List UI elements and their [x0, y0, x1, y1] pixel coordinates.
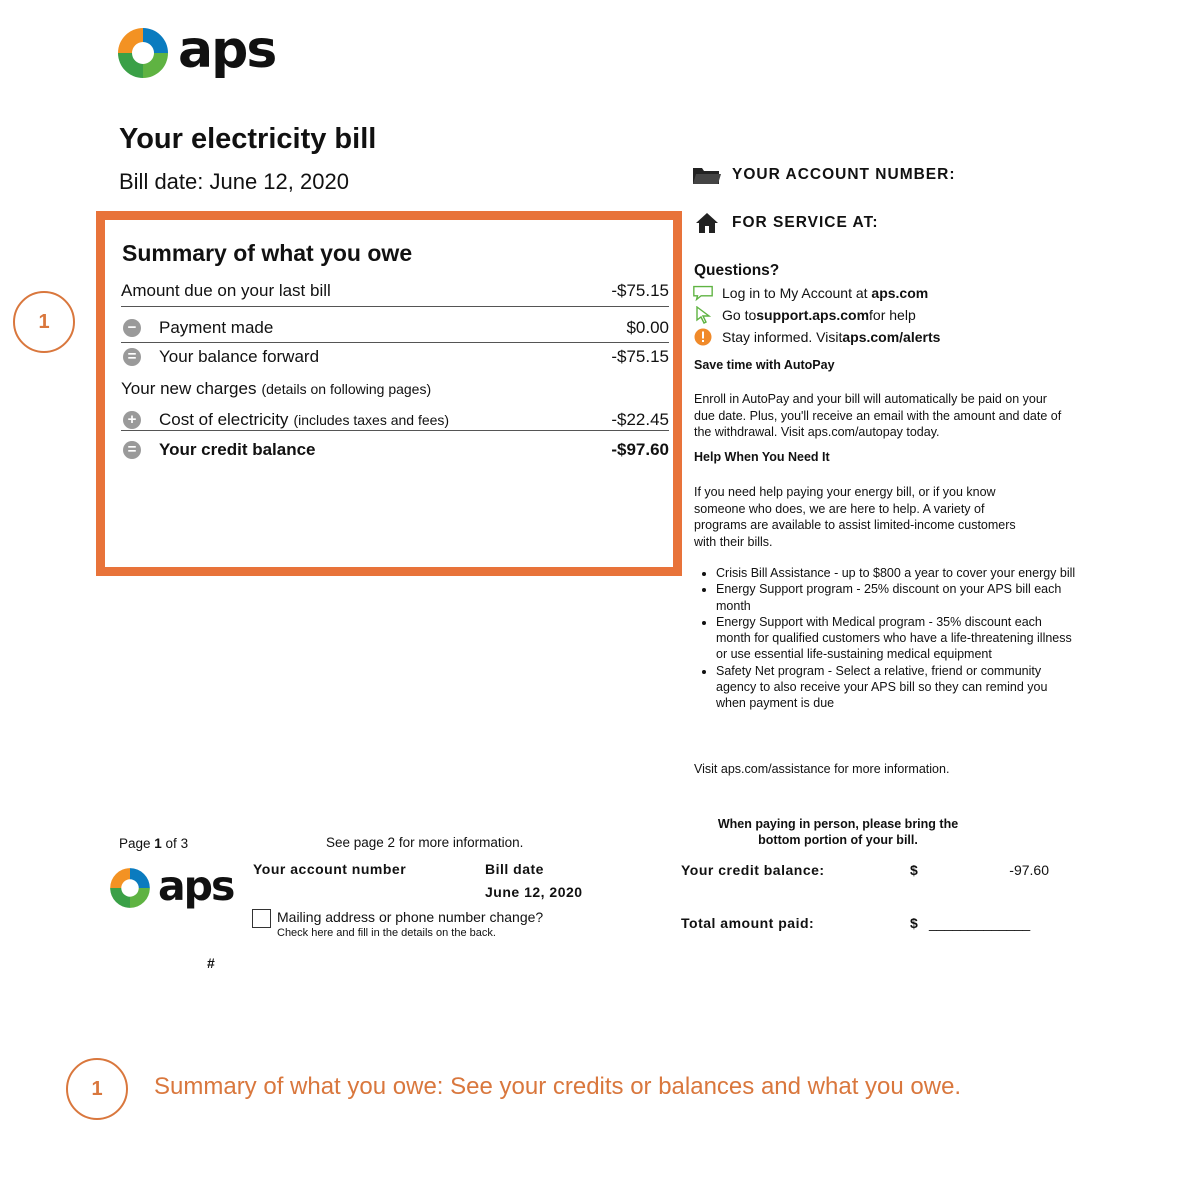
summary-row-last-bill	[121, 281, 669, 301]
aps-logo-text: aps	[178, 20, 276, 80]
electricity-amount: -$22.45	[611, 410, 669, 429]
account-number-label: YOUR ACCOUNT NUMBER:	[732, 166, 956, 183]
cursor-icon	[695, 306, 711, 324]
stub-bill-date-value: June 12, 2020	[485, 884, 583, 900]
hash-mark: #	[207, 955, 215, 971]
legend-callout-text: Summary of what you owe: See your credits or balances and what you owe.	[154, 1073, 962, 1100]
divider	[121, 306, 669, 307]
service-label: FOR SERVICE AT:	[732, 214, 879, 231]
plus-icon: +	[123, 411, 141, 429]
support-suffix: for help	[869, 307, 916, 323]
minus-icon: −	[123, 319, 141, 337]
credit-amount: -$97.60	[611, 440, 669, 459]
mailing-change-label: Mailing address or phone number change?	[277, 909, 544, 925]
aps-logo	[114, 20, 276, 82]
stub-aps-logo	[107, 862, 234, 911]
electricity-note: (includes taxes and fees)	[293, 412, 450, 428]
stub-credit-value: -97.60	[1009, 862, 1049, 878]
summary-row-payment	[121, 318, 669, 338]
stub-aps-logo-text: aps	[158, 862, 234, 910]
questions-support	[692, 306, 916, 324]
payment-label: Payment made	[159, 318, 274, 337]
mailing-change-note: Check here and fill in the details on the back.	[277, 927, 496, 939]
stub-bill-date-label: Bill date	[485, 861, 544, 877]
home-icon	[695, 212, 719, 234]
stub-credit-currency: $	[910, 862, 918, 878]
service-heading	[692, 212, 878, 234]
questions-alerts	[692, 328, 940, 346]
new-charges-label: Your new charges	[121, 379, 257, 398]
list-item: • Safety Net program - Select a relative, friend or community agency to also receive your APS bill so they can remind you when payment is due	[716, 663, 1076, 712]
balance-forward-amount: -$75.15	[611, 347, 669, 366]
last-bill-label: Amount due on your last bill	[121, 281, 331, 300]
stub-account-label: Your account number	[253, 861, 407, 877]
account-number-heading	[692, 165, 956, 185]
chat-bubble-icon	[692, 284, 714, 302]
autopay-heading: Save time with AutoPay	[694, 358, 835, 372]
legend-callout-number: 1	[91, 1077, 103, 1100]
stub-total-blank-field[interactable]: _____________	[929, 915, 1031, 931]
aps-logo-mark-icon	[114, 24, 172, 82]
folder-icon	[692, 165, 722, 185]
page-title: Your electricity bill	[119, 123, 377, 155]
list-item: • Crisis Bill Assistance - up to $800 a year to cover your energy bill	[716, 565, 1076, 581]
payment-amount: $0.00	[626, 318, 669, 337]
login-link[interactable]: aps.com	[871, 285, 929, 301]
page-prefix: Page	[119, 836, 155, 851]
login-prefix: Log in to My Account at	[722, 285, 868, 301]
equals-icon: =	[123, 441, 141, 459]
questions-login	[692, 284, 928, 302]
stub-credit-label: Your credit balance:	[681, 862, 825, 878]
help-text: If you need help paying your energy bill, or if you know someone who does, we are here to help. A variety of programs are available to assist limited-income customers with their bills.	[694, 485, 1016, 549]
alerts-link[interactable]: aps.com/alerts	[842, 329, 941, 345]
mailing-change-checkbox[interactable]	[252, 909, 271, 933]
support-prefix: Go to	[722, 307, 757, 323]
summary-box	[96, 211, 682, 576]
page-current: 1	[154, 836, 162, 851]
see-page-note: See page 2 for more information.	[326, 835, 524, 850]
electricity-label: Cost of electricity	[159, 410, 289, 429]
help-list	[696, 565, 1076, 712]
autopay-text: Enroll in AutoPay and your bill will automatically be paid on your due date. Plus, you'll receive an email with the amount and date of the withdrawal. Visit aps.com/autopay today.	[694, 392, 1062, 439]
equals-icon: =	[123, 348, 141, 366]
list-item: • Energy Support with Medical program - 35% discount each month for qualified customers who have a life-threatening illness or use essential life-sustaining medical equipment	[716, 614, 1076, 663]
legend-callout-marker	[66, 1058, 128, 1120]
page-indicator	[119, 836, 188, 851]
support-link[interactable]: support.aps.com	[756, 307, 870, 323]
aps-logo-mark-icon	[107, 865, 153, 911]
divider	[121, 430, 669, 431]
in-person-note: When paying in person, please bring the bottom portion of your bill.	[717, 817, 959, 847]
summary-row-credit	[121, 440, 669, 460]
divider	[121, 342, 669, 343]
new-charges-note: (details on following pages)	[261, 381, 432, 397]
help-heading: Help When You Need It	[694, 450, 830, 464]
callout-number: 1	[38, 310, 50, 333]
alert-icon	[694, 328, 712, 346]
page-mid: of	[161, 836, 181, 851]
callout-marker	[13, 291, 75, 353]
bill-date: Bill date: June 12, 2020	[119, 169, 349, 194]
stub-total-label: Total amount paid:	[681, 915, 815, 931]
list-item: • Energy Support program - 25% discount on your APS bill each month	[716, 581, 1076, 614]
page-total: 3	[180, 836, 189, 851]
help-footer: Visit aps.com/assistance for more information.	[694, 762, 950, 776]
summary-row-electricity	[121, 410, 669, 430]
last-bill-amount: -$75.15	[611, 281, 669, 300]
alerts-prefix: Stay informed. Visit	[722, 329, 843, 345]
credit-label: Your credit balance	[159, 440, 316, 459]
summary-row-new-charges	[121, 379, 669, 399]
balance-forward-label: Your balance forward	[159, 347, 320, 366]
summary-row-balance-forward	[121, 347, 669, 367]
stub-total-currency: $	[910, 915, 918, 931]
summary-title: Summary of what you owe	[122, 240, 413, 266]
questions-title: Questions?	[694, 262, 780, 279]
